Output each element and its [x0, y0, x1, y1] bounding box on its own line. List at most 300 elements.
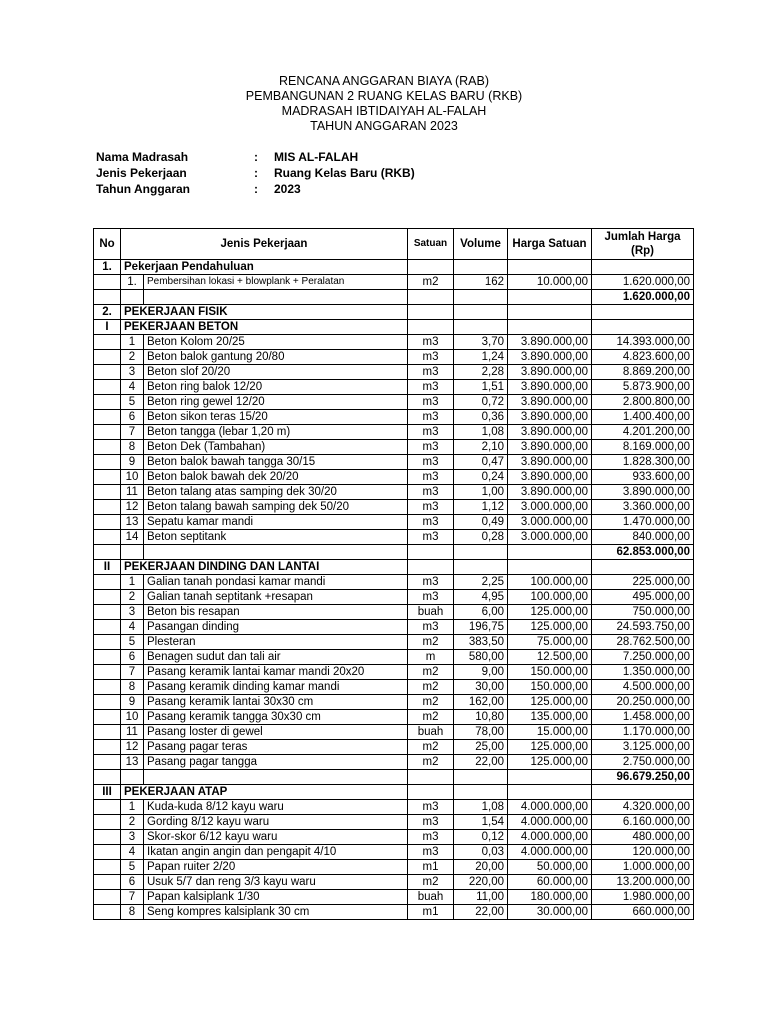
- item-unit: m3: [408, 365, 454, 380]
- item-volume: 383,50: [454, 635, 508, 650]
- table-row: [94, 425, 694, 440]
- item-unit-price: 3.000.000,00: [508, 530, 592, 545]
- subtotal-row: [94, 770, 694, 785]
- table-row: [94, 845, 694, 860]
- empty-cell: [454, 560, 508, 575]
- item-number: 11: [121, 485, 144, 500]
- empty-cell: [94, 905, 121, 920]
- empty-cell: [94, 815, 121, 830]
- document-title: [0, 74, 768, 134]
- item-total: 1.828.300,00: [592, 455, 694, 470]
- item-volume: 162: [454, 275, 508, 290]
- info-label: Nama Madrasah: [96, 150, 189, 164]
- item-total: 8.169.000,00: [592, 440, 694, 455]
- table-row: [94, 680, 694, 695]
- section-title: PEKERJAAN DINDING DAN LANTAI: [121, 560, 408, 575]
- section-number: I: [94, 320, 121, 335]
- item-unit-price: 3.000.000,00: [508, 500, 592, 515]
- info-value: Ruang Kelas Baru (RKB): [274, 166, 415, 180]
- item-unit-price: 150.000,00: [508, 665, 592, 680]
- title-line-3: MADRASAH IBTIDAIYAH AL-FALAH: [281, 104, 487, 118]
- empty-cell: [121, 290, 144, 305]
- item-unit: m3: [408, 590, 454, 605]
- item-number: 13: [121, 755, 144, 770]
- item-unit-price: 30.000,00: [508, 905, 592, 920]
- empty-cell: [454, 320, 508, 335]
- empty-cell: [94, 680, 121, 695]
- item-description: Beton balok gantung 20/80: [144, 350, 408, 365]
- empty-cell: [94, 740, 121, 755]
- item-volume: 1,00: [454, 485, 508, 500]
- empty-cell: [408, 305, 454, 320]
- empty-cell: [94, 380, 121, 395]
- empty-cell: [94, 665, 121, 680]
- table-row: [94, 590, 694, 605]
- item-total: 933.600,00: [592, 470, 694, 485]
- table-row: [94, 455, 694, 470]
- item-number: 11: [121, 725, 144, 740]
- item-number: 8: [121, 440, 144, 455]
- item-volume: 4,95: [454, 590, 508, 605]
- item-total: 660.000,00: [592, 905, 694, 920]
- empty-cell: [94, 485, 121, 500]
- info-label: Tahun Anggaran: [96, 182, 190, 196]
- item-unit-price: 125.000,00: [508, 695, 592, 710]
- item-volume: 22,00: [454, 905, 508, 920]
- item-unit: m3: [408, 440, 454, 455]
- table-row: [94, 335, 694, 350]
- empty-cell: [592, 260, 694, 275]
- empty-cell: [454, 770, 508, 785]
- section-subtotal: 96.679.250,00: [592, 770, 694, 785]
- item-unit-price: 3.890.000,00: [508, 425, 592, 440]
- item-description: Beton Kolom 20/25: [144, 335, 408, 350]
- empty-cell: [144, 545, 408, 560]
- item-unit-price: 15.000,00: [508, 725, 592, 740]
- table-row: [94, 800, 694, 815]
- item-unit: m2: [408, 680, 454, 695]
- item-number: 14: [121, 530, 144, 545]
- item-total: 4.320.000,00: [592, 800, 694, 815]
- item-volume: 20,00: [454, 860, 508, 875]
- item-unit-price: 3.890.000,00: [508, 410, 592, 425]
- item-volume: 2,25: [454, 575, 508, 590]
- section-header-row: [94, 560, 694, 575]
- item-volume: 2,28: [454, 365, 508, 380]
- table-body: [94, 260, 694, 920]
- item-description: Beton tangga (lebar 1,20 m): [144, 425, 408, 440]
- item-unit-price: 125.000,00: [508, 620, 592, 635]
- header-satuan: Satuan: [408, 229, 454, 260]
- item-unit: m2: [408, 665, 454, 680]
- item-number: 9: [121, 455, 144, 470]
- empty-cell: [592, 305, 694, 320]
- item-unit-price: 4.000.000,00: [508, 800, 592, 815]
- table-row: [94, 395, 694, 410]
- section-number: 2.: [94, 305, 121, 320]
- table-row: [94, 695, 694, 710]
- item-description: Beton talang atas samping dek 30/20: [144, 485, 408, 500]
- empty-cell: [94, 425, 121, 440]
- empty-cell: [94, 440, 121, 455]
- empty-cell: [454, 545, 508, 560]
- item-unit-price: 12.500,00: [508, 650, 592, 665]
- empty-cell: [592, 320, 694, 335]
- item-volume: 0,03: [454, 845, 508, 860]
- section-title: Pekerjaan Pendahuluan: [121, 260, 408, 275]
- item-unit-price: 3.890.000,00: [508, 365, 592, 380]
- title-line-1: RENCANA ANGGARAN BIAYA (RAB): [278, 74, 489, 88]
- item-description: Pasangan dinding: [144, 620, 408, 635]
- item-volume: 22,00: [454, 755, 508, 770]
- info-value: 2023: [274, 182, 301, 196]
- table-row: [94, 650, 694, 665]
- item-unit-price: 4.000.000,00: [508, 845, 592, 860]
- empty-cell: [94, 350, 121, 365]
- item-volume: 0,72: [454, 395, 508, 410]
- section-header-row: [94, 785, 694, 800]
- empty-cell: [94, 710, 121, 725]
- item-volume: 1,24: [454, 350, 508, 365]
- item-volume: 0,47: [454, 455, 508, 470]
- item-total: 1.980.000,00: [592, 890, 694, 905]
- item-description: Gording 8/12 kayu waru: [144, 815, 408, 830]
- empty-cell: [592, 785, 694, 800]
- item-volume: 1,51: [454, 380, 508, 395]
- item-description: Papan kalsiplank 1/30: [144, 890, 408, 905]
- item-unit: m3: [408, 845, 454, 860]
- item-description: Ikatan angin angin dan pengapit 4/10: [144, 845, 408, 860]
- empty-cell: [508, 785, 592, 800]
- header-volume: Volume: [454, 229, 508, 260]
- item-total: 1.400.400,00: [592, 410, 694, 425]
- item-description: Pasang keramik lantai kamar mandi 20x20: [144, 665, 408, 680]
- item-number: 10: [121, 710, 144, 725]
- table-row: [94, 380, 694, 395]
- empty-cell: [592, 560, 694, 575]
- item-unit: m3: [408, 335, 454, 350]
- item-unit: m3: [408, 395, 454, 410]
- item-total: 840.000,00: [592, 530, 694, 545]
- item-total: 24.593.750,00: [592, 620, 694, 635]
- item-description: Pasang pagar teras: [144, 740, 408, 755]
- item-number: 8: [121, 680, 144, 695]
- empty-cell: [454, 290, 508, 305]
- item-unit-price: 125.000,00: [508, 740, 592, 755]
- table-row: [94, 875, 694, 890]
- table-row: [94, 890, 694, 905]
- item-number: 1: [121, 800, 144, 815]
- empty-cell: [144, 770, 408, 785]
- empty-cell: [508, 260, 592, 275]
- empty-cell: [454, 305, 508, 320]
- item-description: Beton slof 20/20: [144, 365, 408, 380]
- section-header-row: [94, 320, 694, 335]
- empty-cell: [94, 695, 121, 710]
- item-unit: m: [408, 650, 454, 665]
- item-number: 3: [121, 605, 144, 620]
- section-subtotal: 62.853.000,00: [592, 545, 694, 560]
- empty-cell: [94, 755, 121, 770]
- table-row: [94, 905, 694, 920]
- item-total: 1.470.000,00: [592, 515, 694, 530]
- table-row: [94, 830, 694, 845]
- item-unit: m3: [408, 575, 454, 590]
- table-row: [94, 755, 694, 770]
- item-unit-price: 100.000,00: [508, 590, 592, 605]
- item-unit-price: 3.890.000,00: [508, 485, 592, 500]
- item-unit-price: 3.000.000,00: [508, 515, 592, 530]
- section-header-row: [94, 260, 694, 275]
- item-unit-price: 50.000,00: [508, 860, 592, 875]
- item-number: 2: [121, 590, 144, 605]
- item-number: 3: [121, 365, 144, 380]
- item-unit-price: 125.000,00: [508, 605, 592, 620]
- empty-cell: [94, 470, 121, 485]
- item-volume: 6,00: [454, 605, 508, 620]
- table-row: [94, 515, 694, 530]
- item-total: 3.125.000,00: [592, 740, 694, 755]
- title-line-4: TAHUN ANGGARAN 2023: [310, 119, 458, 133]
- table-row: [94, 665, 694, 680]
- table-row: [94, 635, 694, 650]
- item-volume: 0,49: [454, 515, 508, 530]
- item-description: Galian tanah septitank +resapan: [144, 590, 408, 605]
- table-row: [94, 485, 694, 500]
- empty-cell: [454, 260, 508, 275]
- item-unit: m2: [408, 635, 454, 650]
- empty-cell: [94, 530, 121, 545]
- item-unit: m2: [408, 710, 454, 725]
- empty-cell: [94, 365, 121, 380]
- item-unit-price: 3.890.000,00: [508, 470, 592, 485]
- item-volume: 78,00: [454, 725, 508, 740]
- item-total: 750.000,00: [592, 605, 694, 620]
- empty-cell: [94, 845, 121, 860]
- item-unit-price: 3.890.000,00: [508, 455, 592, 470]
- item-number: 4: [121, 380, 144, 395]
- item-description: Plesteran: [144, 635, 408, 650]
- item-unit-price: 75.000,00: [508, 635, 592, 650]
- empty-cell: [408, 320, 454, 335]
- empty-cell: [508, 305, 592, 320]
- header-jumlah: Jumlah Harga (Rp): [592, 229, 694, 260]
- item-unit-price: 100.000,00: [508, 575, 592, 590]
- item-description: Pasang keramik dinding kamar mandi: [144, 680, 408, 695]
- item-volume: 2,10: [454, 440, 508, 455]
- item-unit: m2: [408, 695, 454, 710]
- item-volume: 25,00: [454, 740, 508, 755]
- item-total: 4.823.600,00: [592, 350, 694, 365]
- item-unit: m2: [408, 875, 454, 890]
- section-number: II: [94, 560, 121, 575]
- subtotal-row: [94, 290, 694, 305]
- item-unit: m3: [408, 830, 454, 845]
- item-volume: 0,28: [454, 530, 508, 545]
- item-total: 120.000,00: [592, 845, 694, 860]
- item-total: 2.800.800,00: [592, 395, 694, 410]
- item-number: 5: [121, 635, 144, 650]
- item-total: 4.201.200,00: [592, 425, 694, 440]
- title-line-2: PEMBANGUNAN 2 RUANG KELAS BARU (RKB): [245, 89, 523, 103]
- item-unit-price: 10.000,00: [508, 275, 592, 290]
- item-description: Galian tanah pondasi kamar mandi: [144, 575, 408, 590]
- empty-cell: [408, 785, 454, 800]
- item-unit: m3: [408, 500, 454, 515]
- item-number: 7: [121, 665, 144, 680]
- item-number: 8: [121, 905, 144, 920]
- item-description: Kuda-kuda 8/12 kayu waru: [144, 800, 408, 815]
- table-row: [94, 410, 694, 425]
- info-colon: :: [254, 182, 258, 196]
- subtotal-row: [94, 545, 694, 560]
- item-unit: m3: [408, 410, 454, 425]
- item-unit: m3: [408, 425, 454, 440]
- item-volume: 1,08: [454, 425, 508, 440]
- empty-cell: [94, 770, 121, 785]
- item-unit: buah: [408, 725, 454, 740]
- item-total: 20.250.000,00: [592, 695, 694, 710]
- empty-cell: [94, 395, 121, 410]
- table-row: [94, 530, 694, 545]
- item-number: 6: [121, 875, 144, 890]
- header-harga: Harga Satuan: [508, 229, 592, 260]
- section-title: PEKERJAAN FISIK: [121, 305, 408, 320]
- empty-cell: [508, 770, 592, 785]
- item-unit: m1: [408, 860, 454, 875]
- item-number: 4: [121, 620, 144, 635]
- item-volume: 162,00: [454, 695, 508, 710]
- item-number: 10: [121, 470, 144, 485]
- item-description: Beton balok bawah dek 20/20: [144, 470, 408, 485]
- item-unit-price: 3.890.000,00: [508, 335, 592, 350]
- item-total: 6.160.000,00: [592, 815, 694, 830]
- item-number: 2: [121, 815, 144, 830]
- item-unit: buah: [408, 890, 454, 905]
- empty-cell: [94, 290, 121, 305]
- item-number: 13: [121, 515, 144, 530]
- empty-cell: [94, 275, 121, 290]
- item-unit: m3: [408, 380, 454, 395]
- item-unit: m3: [408, 815, 454, 830]
- item-unit: m3: [408, 455, 454, 470]
- item-number: 4: [121, 845, 144, 860]
- item-description: Pembersihan lokasi + blowplank + Peralatan: [144, 275, 408, 290]
- table-row: [94, 710, 694, 725]
- item-description: Beton Dek (Tambahan): [144, 440, 408, 455]
- item-unit-price: 135.000,00: [508, 710, 592, 725]
- budget-table: [93, 228, 694, 920]
- item-unit-price: 3.890.000,00: [508, 440, 592, 455]
- empty-cell: [508, 545, 592, 560]
- item-volume: 0,24: [454, 470, 508, 485]
- item-description: Pasang keramik lantai 30x30 cm: [144, 695, 408, 710]
- empty-cell: [94, 410, 121, 425]
- empty-cell: [94, 890, 121, 905]
- empty-cell: [408, 290, 454, 305]
- empty-cell: [94, 545, 121, 560]
- item-volume: 196,75: [454, 620, 508, 635]
- info-colon: :: [254, 166, 258, 180]
- item-volume: 30,00: [454, 680, 508, 695]
- item-number: 5: [121, 395, 144, 410]
- item-total: 495.000,00: [592, 590, 694, 605]
- item-total: 1.620.000,00: [592, 275, 694, 290]
- info-label: Jenis Pekerjaan: [96, 166, 187, 180]
- item-total: 1.458.000,00: [592, 710, 694, 725]
- item-total: 3.360.000,00: [592, 500, 694, 515]
- item-total: 225.000,00: [592, 575, 694, 590]
- empty-cell: [94, 800, 121, 815]
- item-description: Beton balok bawah tangga 30/15: [144, 455, 408, 470]
- section-number: 1.: [94, 260, 121, 275]
- item-volume: 1,08: [454, 800, 508, 815]
- item-total: 1.350.000,00: [592, 665, 694, 680]
- item-volume: 10,80: [454, 710, 508, 725]
- item-number: 1.: [121, 275, 144, 290]
- item-volume: 11,00: [454, 890, 508, 905]
- empty-cell: [121, 545, 144, 560]
- empty-cell: [508, 290, 592, 305]
- item-unit: m2: [408, 755, 454, 770]
- item-total: 5.873.900,00: [592, 380, 694, 395]
- item-total: 3.890.000,00: [592, 485, 694, 500]
- item-total: 4.500.000,00: [592, 680, 694, 695]
- empty-cell: [408, 560, 454, 575]
- item-description: Benagen sudut dan tali air: [144, 650, 408, 665]
- empty-cell: [94, 830, 121, 845]
- table-row: [94, 815, 694, 830]
- item-volume: 9,00: [454, 665, 508, 680]
- item-total: 8.869.200,00: [592, 365, 694, 380]
- item-description: Seng kompres kalsiplank 30 cm: [144, 905, 408, 920]
- item-total: 2.750.000,00: [592, 755, 694, 770]
- empty-cell: [94, 590, 121, 605]
- empty-cell: [94, 650, 121, 665]
- table-row: [94, 275, 694, 290]
- item-number: 1: [121, 335, 144, 350]
- item-total: 14.393.000,00: [592, 335, 694, 350]
- item-unit-price: 3.890.000,00: [508, 380, 592, 395]
- table-row: [94, 500, 694, 515]
- table-row: [94, 605, 694, 620]
- empty-cell: [94, 335, 121, 350]
- item-number: 12: [121, 740, 144, 755]
- item-volume: 220,00: [454, 875, 508, 890]
- item-volume: 3,70: [454, 335, 508, 350]
- header-no: No: [94, 229, 121, 260]
- empty-cell: [144, 290, 408, 305]
- section-title: PEKERJAAN ATAP: [121, 785, 408, 800]
- item-description: Beton bis resapan: [144, 605, 408, 620]
- empty-cell: [94, 875, 121, 890]
- empty-cell: [408, 770, 454, 785]
- item-description: Beton septitank: [144, 530, 408, 545]
- item-number: 12: [121, 500, 144, 515]
- item-total: 480.000,00: [592, 830, 694, 845]
- section-subtotal: 1.620.000,00: [592, 290, 694, 305]
- empty-cell: [94, 500, 121, 515]
- item-description: Sepatu kamar mandi: [144, 515, 408, 530]
- table-row: [94, 350, 694, 365]
- table-row: [94, 470, 694, 485]
- item-unit-price: 60.000,00: [508, 875, 592, 890]
- item-number: 2: [121, 350, 144, 365]
- empty-cell: [408, 260, 454, 275]
- info-value: MIS AL-FALAH: [274, 150, 359, 164]
- item-number: 3: [121, 830, 144, 845]
- table-row: [94, 365, 694, 380]
